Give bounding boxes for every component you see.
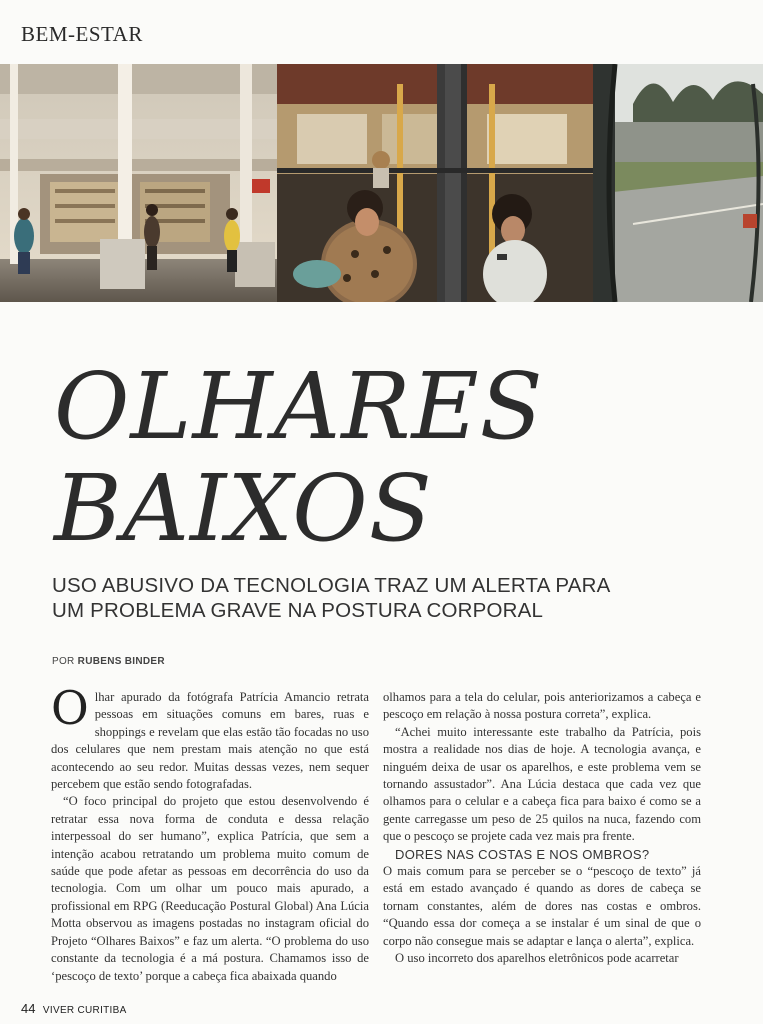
photo-bus-window <box>593 64 763 302</box>
paragraph-1 <box>51 681 369 793</box>
subheadline <box>52 573 672 623</box>
paragraph-6: O uso incorreto dos aparelhos eletrônicos pode acarretar <box>395 951 679 966</box>
photo-strip <box>0 64 763 302</box>
headline-line-2: BAIXOS <box>54 455 433 562</box>
paragraph-4: “Achei muito interessante este trabalho da Patrícia, pois mostra a realidade nos dias de hoje. A tecnologia avança, e ninguém deixa de usar os aparelhos, e este problema vem se tornando assustador”. Ana Lúcia destaca que cada vez que olhamos para o celular e a cabeça fica para baixo é como se a gente carregasse um peso de 25 quilos na nuca, fazendo com que o pescoço se projete cada vez mais pra frente. <box>383 724 701 844</box>
byline-author: RUBENS BINDER <box>77 656 165 667</box>
page-footer <box>21 1000 127 1018</box>
magazine-name: VIVER CURITIBA <box>42 1005 127 1016</box>
bus-passengers-image <box>277 64 593 302</box>
paragraph-1-text: lhar apurado da fotógrafa Patrícia Amancio retrata pessoas em situações comuns em bares, ruas e shoppings e revelam que elas estão tão focadas no uso dos celulares que nem prestam mais atenção no que está acontecendo ao seu redor. Muitas dessas vezes, nem sequer percebem que estão sendo fotografadas. <box>51 690 369 792</box>
subheadline-line-1: USO ABUSIVO DA TECNOLOGIA TRAZ UM ALERTA PARA <box>52 574 611 597</box>
headline-line-1: OLHARES <box>54 353 544 460</box>
shopping-mall-image <box>0 64 277 302</box>
photo-bus-passengers <box>277 64 593 302</box>
paragraph-5: O mais comum para se perceber se o “pescoço de texto” já está em estado avançado é quando as dores de cabeça se tornam constantes, além de dores nas costas e ombros. “Quando essa dor começa a se instalar é um sinal de que o corpo não consegue mais se adaptar e lança o alerta”, explica. <box>383 864 701 948</box>
byline <box>52 656 165 667</box>
headline <box>54 353 714 562</box>
paragraph-2: “O foco principal do projeto que estou desenvolvendo é retratar essa nova forma de conduta e dessa relação interpessoal do ser humano”, explica Patrícia, que sem a intenção acabou retratando um problema muito comum de saúde que pode afetar as pessoas em decorrência do uso da tecnologia. Com um olhar um pouco mais apurado, a profissional em RPG (Reeducação Postural Global) Ana Lúcia Motta observou as imagens postadas no instagram oficial do Projeto “Olhares Baixos” e faz um alerta. “O problema do uso constante da tecnologia é a má postura. Chamamos isso de ‘pescoço de texto’ porque a cabeça fica abaixada quando <box>51 794 369 983</box>
section-subheading: DORES NAS COSTAS E NOS OMBROS? <box>395 846 650 862</box>
drop-cap: O <box>51 681 89 735</box>
article-column-right <box>383 689 701 968</box>
section-label: BEM-ESTAR <box>21 22 143 46</box>
byline-prefix: POR <box>52 656 75 667</box>
paragraph-3: olhamos para a tela do celular, pois anteriorizamos a cabeça e pescoço em relação à nossa postura correta”, explica. <box>383 690 701 722</box>
article-column-left <box>51 681 369 985</box>
photo-shopping-mall <box>0 64 277 302</box>
page-number: 44 <box>21 1001 36 1016</box>
bus-window-image <box>593 64 763 302</box>
subheadline-line-2: UM PROBLEMA GRAVE NA POSTURA CORPORAL <box>52 599 544 622</box>
